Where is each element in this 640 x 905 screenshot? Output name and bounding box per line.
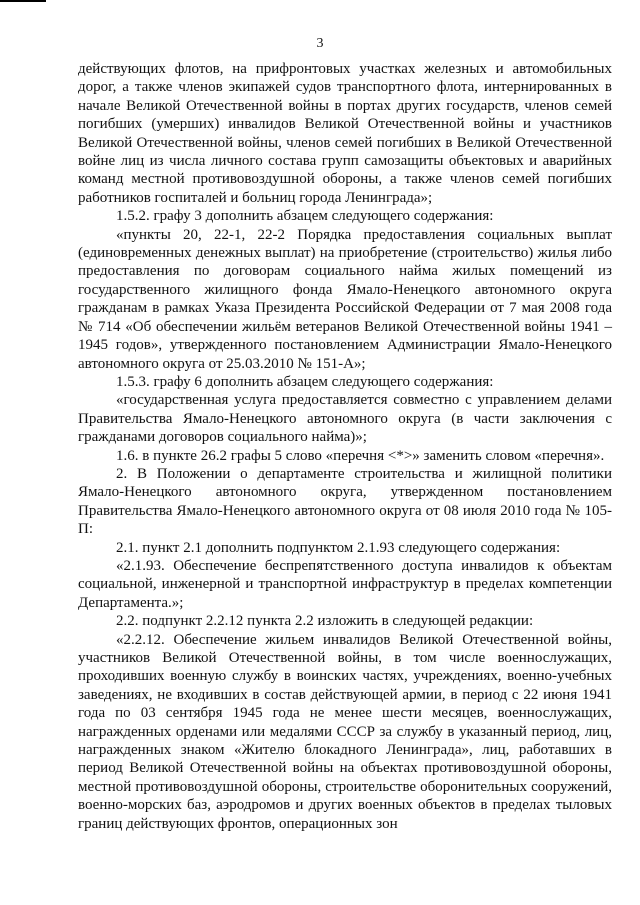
paragraph-6: 1.6. в пункте 26.2 графы 5 слово «перечня <*>» заменить словом «перечня». xyxy=(116,447,605,464)
paragraph-9: «2.1.93. Обеспечение беспрепятственного доступа инвалидов к объектам социальной, инженерной и транспортной инфраструктур в пределах компетенции Департамента.»; xyxy=(78,557,612,611)
paragraph-4: 1.5.3. графу 6 дополнить абзацем следующего содержания: xyxy=(116,373,494,390)
paragraph-8: 2.1. пункт 2.1 дополнить подпунктом 2.1.93 следующего содержания: xyxy=(116,539,561,556)
paragraph-2: 1.5.2. графу 3 дополнить абзацем следующего содержания: xyxy=(116,208,494,225)
document-body xyxy=(78,60,612,833)
paragraph-10: 2.2. подпункт 2.2.12 пункта 2.2 изложить в следующей редакции: xyxy=(116,613,534,630)
paragraph-5: «государственная услуга предоставляется совместно с управлением делами Правительства Ямало-Ненецкого автономного округа (в части заключения с гражданами договоров социального найма)»; xyxy=(78,392,612,446)
top-rule xyxy=(0,0,46,2)
page-number: 3 xyxy=(316,36,324,51)
paragraph-1: действующих флотов, на прифронтовых участках железных и автомобильных дорог, а также членов экипажей судов транспортного флота, интернированных в начале Великой Отечественной войны в портах других государств, членов семей погибших (умерших) инвалидов Великой Отечественной войны и участников Великой Отечественной войны, членов семей погибших в Великой Отечественной войне лиц из числа личного состава групп самозащиты объектовых и аварийных команд местной противовоздушной обороны, а также членов семей погибших работников госпиталей и больниц города Ленинграда»; xyxy=(78,61,612,206)
paragraph-3: «пункты 20, 22-1, 22-2 Порядка предоставления социальных выплат (единовременных денежных выплат) на приобретение (строительство) жилья либо предоставления по договорам социального найма жилых помещений из государственного жилищного фонда Ямало-Ненецкого автономного округа гражданам в рамках Указа Президента Российской Федерации от 7 мая 2008 года № 714 «Об обеспечении жильём ветеранов Великой Отечественной войны 1941 – 1945 годов», утвержденного постановлением Администрации Ямало-Ненецкого автономного округа от 25.03.2010 № 151-А»; xyxy=(78,226,612,372)
paragraph-7: 2. В Положении о департаменте строительства и жилищной политики Ямало-Ненецкого автономного округа, утвержденном постановлением Правительства Ямало-Ненецкого автономного округа от 08 июля 2010 года № 105-П: xyxy=(78,465,612,538)
paragraph-11: «2.2.12. Обеспечение жильем инвалидов Великой Отечественной войны, участников Великой Отечественной войны, в том числе военнослужащих, проходивших военную службу в воинских частях, учреждениях, военно-учебных заведениях, не входивших в состав действующей армии, в период с 22 июня 1941 года по 03 сентября 1945 года не менее шести месяцев, военнослужащих, награжденных орденами или медалями СССР за службу в указанный период, лиц, награжденных знаком «Жителю блокадного Ленинграда», лиц, работавших в период Великой Отечественной войны на объектах противовоздушной обороны, местной противовоздушной обороны, строительстве оборонительных сооружений, военно-морских баз, аэродромов и других военных объектов в пределах тыловых границ действующих фронтов, операционных зон xyxy=(78,631,612,832)
